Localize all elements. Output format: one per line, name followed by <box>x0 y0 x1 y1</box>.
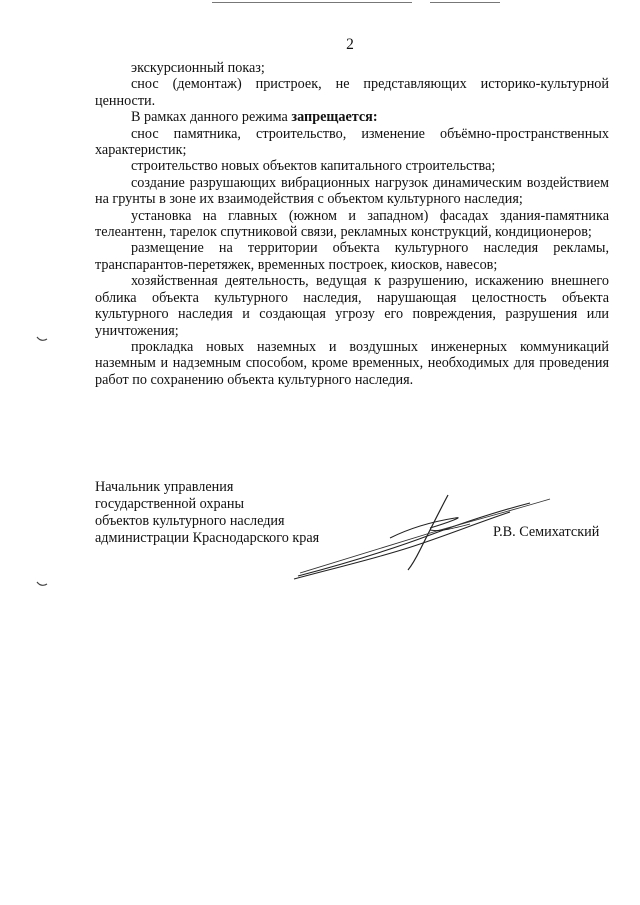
paragraph: прокладка новых наземных и воздушных инженерных коммуникаций наземным и надземным способом, кроме временных, необходимых для проведения работ по сохранению объекта культурного наследия. <box>95 338 609 388</box>
document-body <box>95 60 609 388</box>
position-line: Начальник управления <box>95 479 234 495</box>
paragraph: установка на главных (южном и западном) фасадах здания-памятника телеантенн, тарелок спутниковой связи, рекламных конструкций, кондиционеров; <box>95 207 609 241</box>
paragraph: снос памятника, строительство, изменение объёмно-пространственных характеристик; <box>95 125 609 159</box>
paragraph: хозяйственная деятельность, ведущая к разрушению, искажению внешнего облика объекта культурного наследия, нарушающая целостность объекта культурного наследия и создающая угрозу его повреждения, разрушения или уничтожения; <box>95 273 609 339</box>
margin-punch-mark <box>36 336 48 342</box>
position-line: государственной охраны <box>95 496 245 512</box>
margin-punch-mark <box>36 581 48 587</box>
top-edge-rule-right <box>430 2 500 3</box>
paragraph: строительство новых объектов капитального строительства; <box>131 158 496 175</box>
paragraph: размещение на территории объекта культурного наследия рекламы, транспарантов-перетяжек, временных построек, киосков, навесов; <box>95 240 609 273</box>
paragraph-intro-text: В рамках данного режима <box>131 109 292 126</box>
paragraph: снос (демонтаж) пристроек, не представляющих историко-культурной ценности. <box>95 76 609 109</box>
paragraph-prohibited-intro <box>95 109 609 125</box>
position-line: объектов культурного наследия <box>95 513 285 529</box>
signer-name: Р.В. Семихатский <box>493 524 600 540</box>
prohibited-heading: запрещается: <box>291 109 378 126</box>
paragraph: создание разрушающих вибрационных нагрузок динамическим воздействием на грунты в зоне их взаимодействия с объектом культурного наследия; <box>95 174 609 208</box>
position-line: администрации Краснодарского края <box>95 530 320 546</box>
page-number: 2 <box>346 36 354 53</box>
top-edge-rule <box>212 2 412 3</box>
paragraph: экскурсионный показ; <box>131 60 265 76</box>
